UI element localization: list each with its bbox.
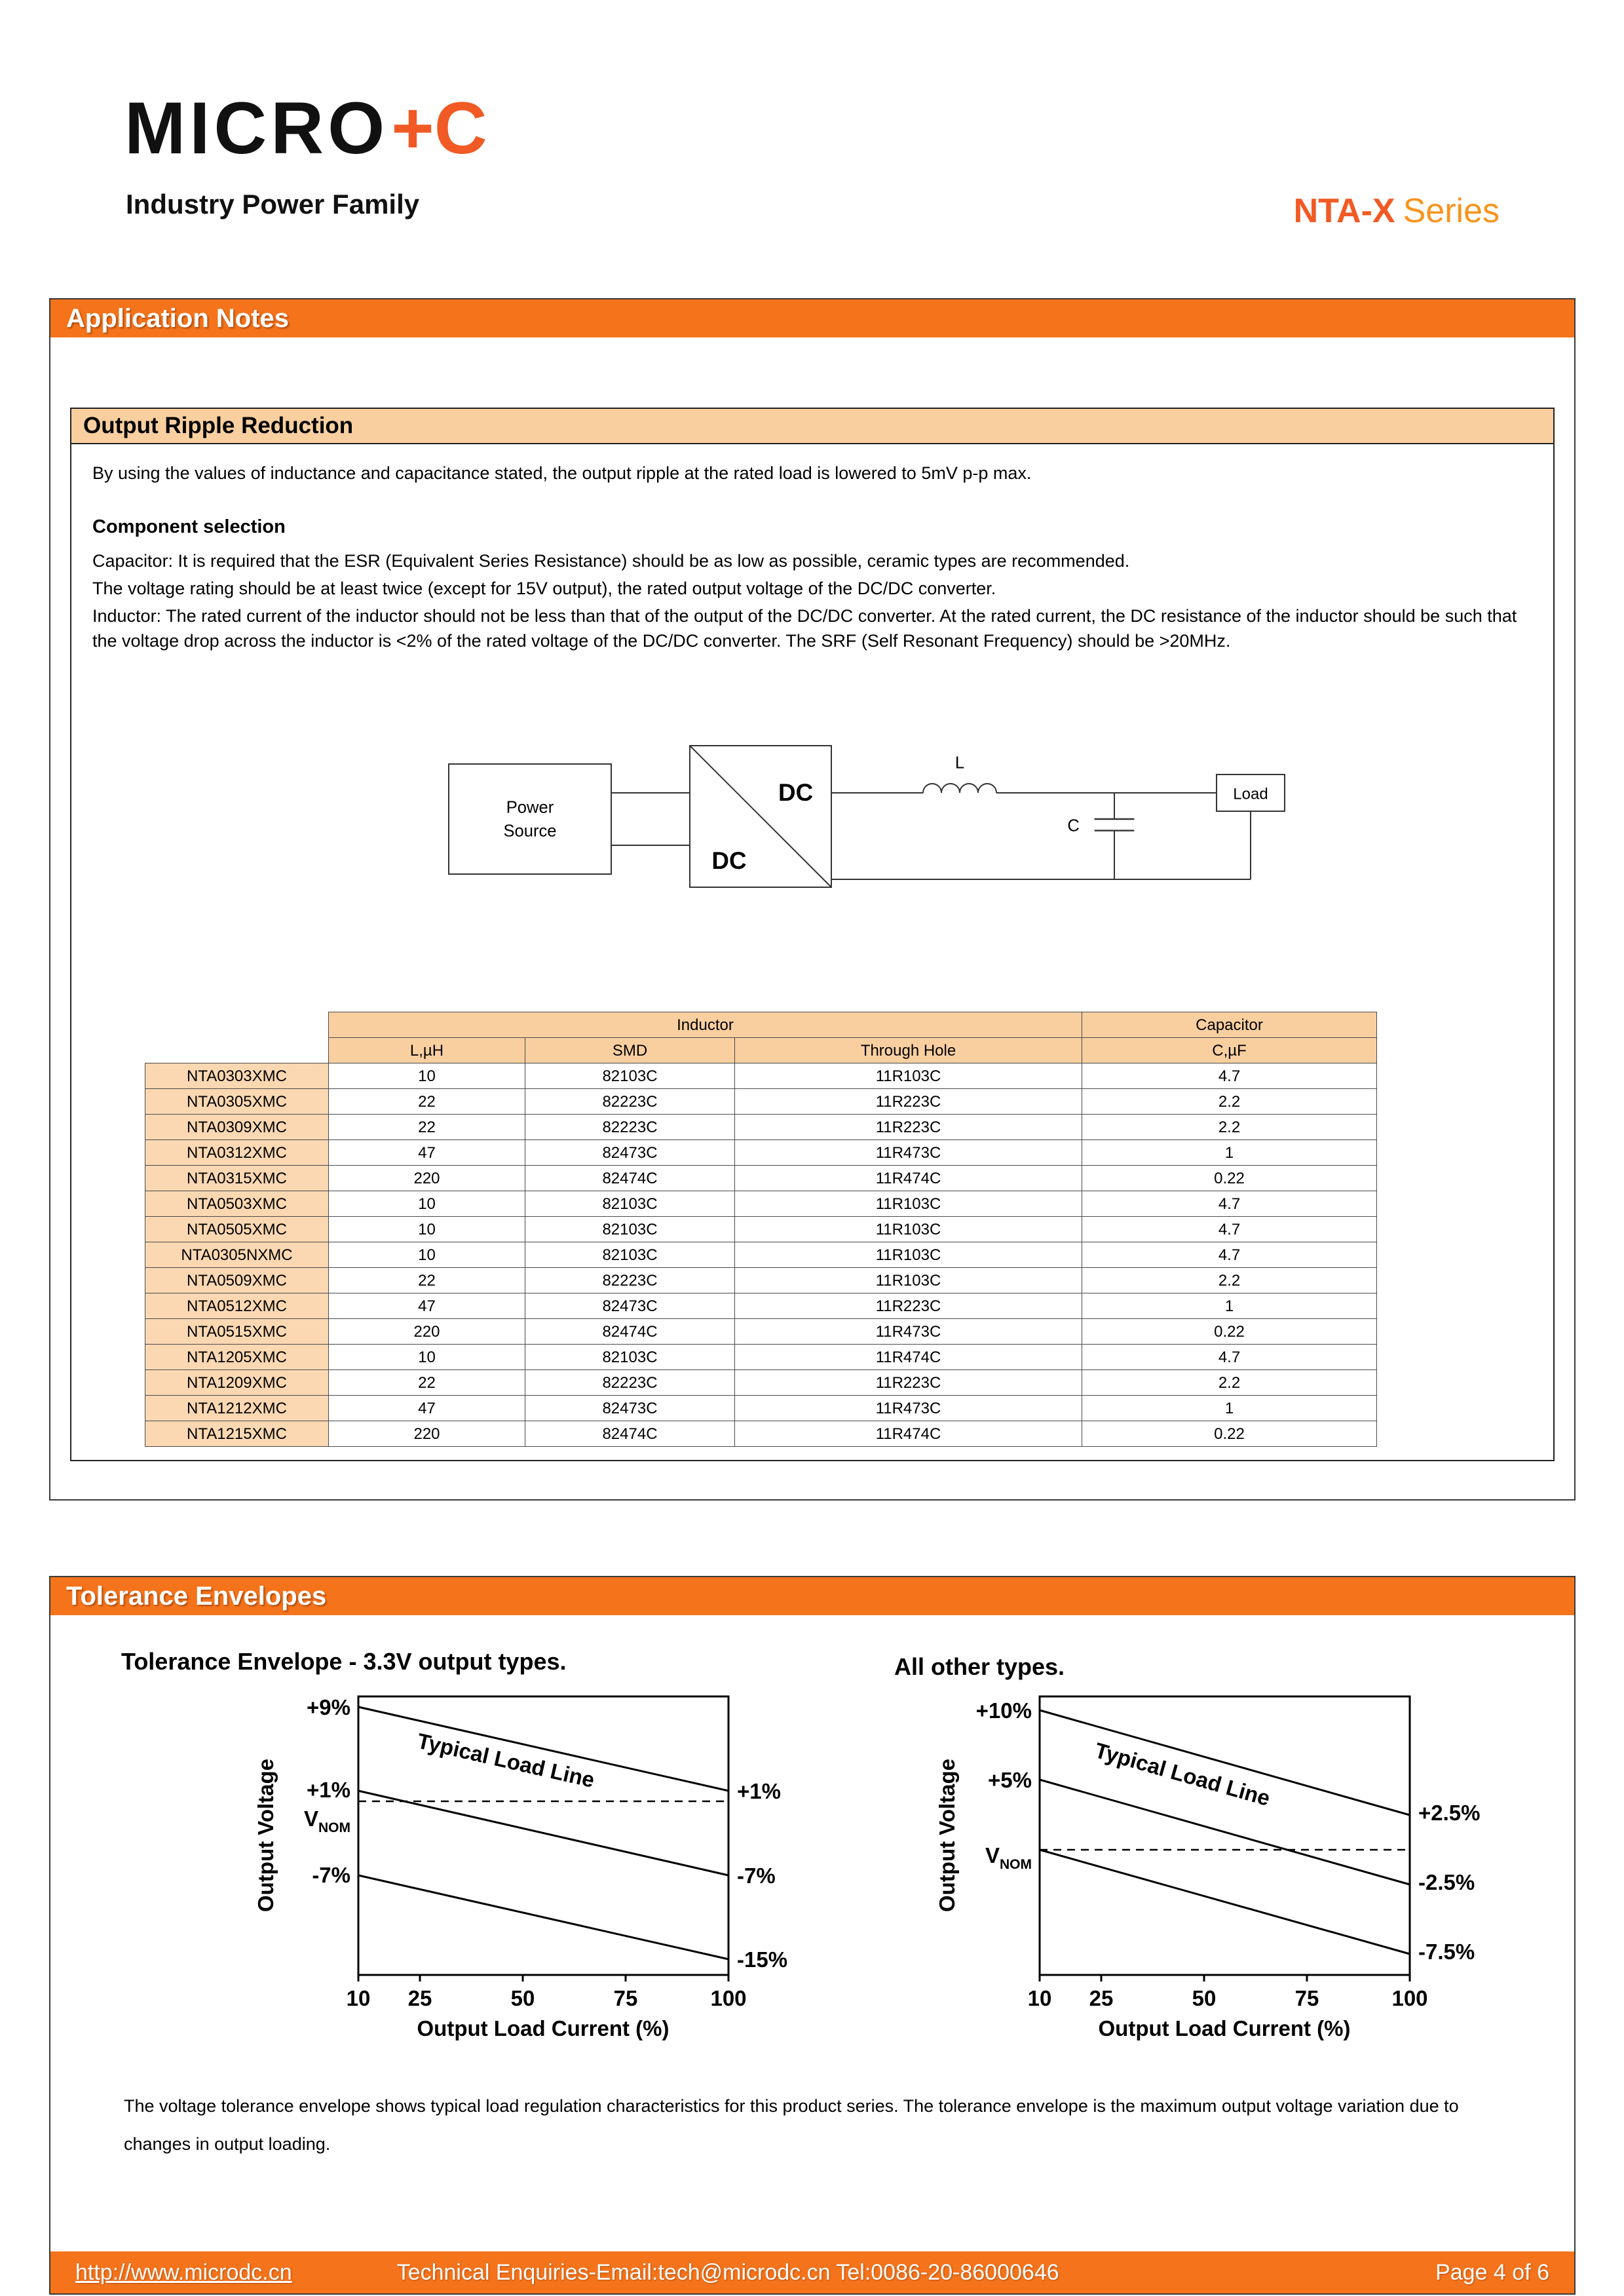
left-label-plus9: +9% bbox=[307, 1695, 350, 1719]
x-axis-title: Output Load Current (%) bbox=[1098, 2016, 1351, 2040]
model-cell: NTA0503XMC bbox=[145, 1191, 329, 1217]
power-source-label-line2: Source bbox=[503, 821, 557, 840]
table-row bbox=[145, 1421, 1377, 1447]
component-table-body bbox=[145, 1063, 1377, 1447]
table-row bbox=[145, 1319, 1377, 1345]
right-label-minus15: -15% bbox=[737, 1947, 788, 1972]
value-cell: 2.2 bbox=[1082, 1089, 1377, 1115]
output-ripple-box bbox=[70, 408, 1555, 1461]
x-tick-label-75: 75 bbox=[613, 1986, 638, 2010]
value-cell: 47 bbox=[329, 1396, 525, 1421]
value-cell: 11R473C bbox=[735, 1396, 1082, 1421]
value-cell: 11R223C bbox=[735, 1293, 1082, 1319]
series-title bbox=[1294, 191, 1500, 231]
model-cell: NTA0305XMC bbox=[145, 1089, 329, 1115]
chart2-title: All other types. bbox=[894, 1653, 1065, 1680]
right-label-minus7: -7% bbox=[737, 1864, 776, 1888]
model-cell: NTA1212XMC bbox=[145, 1396, 329, 1421]
circuit-svg bbox=[250, 706, 1298, 927]
typical-load-line bbox=[358, 1791, 728, 1875]
model-cell: NTA0515XMC bbox=[145, 1319, 329, 1345]
footer-page-number: Page 4 of 6 bbox=[1435, 2259, 1549, 2285]
model-cell: NTA1209XMC bbox=[145, 1370, 329, 1396]
value-cell: 10 bbox=[329, 1345, 525, 1370]
x-tick-label-50: 50 bbox=[1192, 1986, 1217, 2010]
value-cell: 10 bbox=[329, 1191, 525, 1217]
tolerance-envelopes-banner bbox=[50, 1577, 1574, 1615]
value-cell: 82223C bbox=[525, 1268, 735, 1293]
value-cell: 1 bbox=[1082, 1140, 1377, 1166]
application-notes-title: Application Notes bbox=[66, 303, 290, 333]
value-cell: 220 bbox=[329, 1421, 525, 1447]
model-cell: NTA1205XMC bbox=[145, 1345, 329, 1370]
table-row bbox=[145, 1293, 1377, 1319]
value-cell: 4.7 bbox=[1082, 1063, 1377, 1089]
capacitor-note: Capacitor: It is required that the ESR (Equivalent Series Resistance) should be as low as possible, ceramic types are recommended. bbox=[92, 551, 1130, 571]
table-row bbox=[145, 1166, 1377, 1191]
plot-frame bbox=[1040, 1696, 1410, 1975]
value-cell: 82474C bbox=[525, 1421, 735, 1447]
model-cell: NTA0312XMC bbox=[145, 1140, 329, 1166]
value-cell: 11R103C bbox=[735, 1063, 1082, 1089]
value-cell: 2.2 bbox=[1082, 1370, 1377, 1396]
footer-website-link[interactable]: http://www.microdc.cn bbox=[75, 2259, 292, 2285]
value-cell: 4.7 bbox=[1082, 1345, 1377, 1370]
dc-bottom-label: DC bbox=[711, 847, 747, 874]
value-cell: 11R474C bbox=[735, 1421, 1082, 1447]
capacitor-group-header: Capacitor bbox=[1082, 1012, 1377, 1038]
right-label-minus7p5: -7.5% bbox=[1418, 1940, 1475, 1964]
table-row bbox=[145, 1345, 1377, 1370]
value-cell: 4.7 bbox=[1082, 1242, 1377, 1268]
power-source-box bbox=[449, 764, 611, 874]
left-label-plus1: +1% bbox=[307, 1778, 350, 1802]
plus-icon: + bbox=[391, 87, 434, 169]
value-cell: 82223C bbox=[525, 1089, 735, 1115]
brand-tagline: Industry Power Family bbox=[126, 189, 420, 220]
value-cell: 11R223C bbox=[735, 1089, 1082, 1115]
load-label: Load bbox=[1233, 785, 1268, 803]
value-cell: 82103C bbox=[525, 1191, 735, 1217]
voltage-rating-note: The voltage rating should be at least twice (except for 15V output), the rated output voltage of the DC/DC converter. bbox=[92, 579, 996, 599]
x-tick-label-100: 100 bbox=[710, 1986, 747, 2010]
right-label-minus2p5: -2.5% bbox=[1418, 1870, 1475, 1894]
value-cell: 82473C bbox=[525, 1140, 735, 1166]
table-column-header-row bbox=[145, 1038, 1377, 1063]
table-row bbox=[145, 1063, 1377, 1089]
footer-bar bbox=[50, 2251, 1574, 2293]
value-cell: 22 bbox=[329, 1115, 525, 1140]
value-cell: 11R103C bbox=[735, 1268, 1082, 1293]
left-label-minus7: -7% bbox=[312, 1863, 350, 1887]
value-cell: 82473C bbox=[525, 1293, 735, 1319]
table-row bbox=[145, 1242, 1377, 1268]
model-cell: NTA0512XMC bbox=[145, 1293, 329, 1319]
plot-frame bbox=[358, 1696, 728, 1975]
col-header-smd: SMD bbox=[525, 1038, 735, 1063]
value-cell: 4.7 bbox=[1082, 1217, 1377, 1242]
footer-contact-text: Technical Enquiries-Email:tech@microdc.cn Tel:0086-20-86000646 bbox=[396, 2259, 1059, 2285]
dc-top-label: DC bbox=[778, 778, 814, 806]
table-row bbox=[145, 1089, 1377, 1115]
model-cell: NTA0509XMC bbox=[145, 1268, 329, 1293]
model-cell: NTA0309XMC bbox=[145, 1115, 329, 1140]
value-cell: 2.2 bbox=[1082, 1268, 1377, 1293]
x-tick-label-25: 25 bbox=[407, 1986, 432, 2010]
right-label-plus2p5: +2.5% bbox=[1418, 1801, 1481, 1825]
inductor-note: Inductor: The rated current of the inductor should not be less than that of the output of the DC/DC converter. At the rated current, the DC resistance of the inductor should be such that the voltage drop across the inductor is <2% of the rated voltage of the DC/DC converter. The SRF (Self Resonant Frequency) should be >20MHz. bbox=[92, 605, 1517, 651]
table-row bbox=[145, 1140, 1377, 1166]
value-cell: 11R103C bbox=[735, 1191, 1082, 1217]
value-cell: 0.22 bbox=[1082, 1166, 1377, 1191]
logo-c-text: C bbox=[434, 87, 487, 169]
typical-load-line-label: Typical Load Line bbox=[415, 1728, 597, 1793]
value-cell: 82103C bbox=[525, 1217, 735, 1242]
value-cell: 11R473C bbox=[735, 1140, 1082, 1166]
application-notes-section bbox=[49, 298, 1576, 1501]
value-cell: 11R474C bbox=[735, 1166, 1082, 1191]
value-cell: 82223C bbox=[525, 1370, 735, 1396]
value-cell: 22 bbox=[329, 1370, 525, 1396]
tolerance-envelopes-title: Tolerance Envelopes bbox=[66, 1581, 327, 1611]
output-ripple-header: Output Ripple Reduction bbox=[71, 409, 1553, 444]
value-cell: 0.22 bbox=[1082, 1421, 1377, 1447]
series-suffix: Series bbox=[1403, 192, 1500, 230]
blank-corner-cell bbox=[145, 1038, 329, 1063]
tolerance-note-line1: The voltage tolerance envelope shows typical load regulation characteristics for this product series. The tolerance envelope is the maximum output voltage variation due to bbox=[124, 2096, 1459, 2116]
col-header-l: L,µH bbox=[329, 1038, 525, 1063]
tolerance-chart-3v3 bbox=[247, 1690, 810, 2057]
value-cell: 220 bbox=[329, 1319, 525, 1345]
value-cell: 82223C bbox=[525, 1115, 735, 1140]
inductor-label: L bbox=[954, 753, 965, 772]
value-cell: 10 bbox=[329, 1242, 525, 1268]
inductor-group-header: Inductor bbox=[329, 1012, 1082, 1038]
value-cell: 82103C bbox=[525, 1242, 735, 1268]
value-cell: 0.22 bbox=[1082, 1319, 1377, 1345]
y-axis-title: Output Voltage bbox=[254, 1758, 278, 1913]
model-cell: NTA0315XMC bbox=[145, 1166, 329, 1191]
value-cell: 22 bbox=[329, 1268, 525, 1293]
x-tick-label-25: 25 bbox=[1089, 1986, 1114, 2010]
value-cell: 82103C bbox=[525, 1063, 735, 1089]
value-cell: 10 bbox=[329, 1063, 525, 1089]
table-row bbox=[145, 1396, 1377, 1421]
table-row bbox=[145, 1217, 1377, 1242]
value-cell: 1 bbox=[1082, 1293, 1377, 1319]
table-row bbox=[145, 1191, 1377, 1217]
left-label-plus5: +5% bbox=[988, 1768, 1032, 1792]
table-group-header-row bbox=[145, 1012, 1377, 1038]
power-source-label-line1: Power bbox=[506, 797, 554, 816]
inductor-coil bbox=[923, 784, 996, 793]
ripple-filter-diagram bbox=[250, 706, 1532, 934]
x-axis-title: Output Load Current (%) bbox=[417, 2016, 670, 2040]
tolerance-note-line2: changes in output loading. bbox=[124, 2134, 331, 2154]
component-selection-heading: Component selection bbox=[92, 516, 286, 537]
logo-micro-text: MICRO bbox=[124, 87, 389, 169]
table-row bbox=[145, 1115, 1377, 1140]
chart1-title: Tolerance Envelope - 3.3V output types. bbox=[121, 1648, 567, 1675]
col-header-c: C,µF bbox=[1082, 1038, 1377, 1063]
table-row bbox=[145, 1370, 1377, 1396]
application-notes-banner bbox=[50, 299, 1574, 337]
value-cell: 11R473C bbox=[735, 1319, 1082, 1345]
value-cell: 82474C bbox=[525, 1166, 735, 1191]
value-cell: 4.7 bbox=[1082, 1191, 1377, 1217]
blank-corner-cell bbox=[145, 1012, 329, 1038]
upper-envelope-line bbox=[1040, 1710, 1410, 1815]
value-cell: 47 bbox=[329, 1293, 525, 1319]
vnom-label: $V_{NOM}$ bbox=[303, 1807, 350, 1835]
vnom-label: $V_{NOM}$ bbox=[985, 1843, 1032, 1872]
series-name: NTA-X bbox=[1293, 192, 1395, 230]
model-cell: NTA1215XMC bbox=[145, 1421, 329, 1447]
table-row bbox=[145, 1268, 1377, 1293]
value-cell: 2.2 bbox=[1082, 1115, 1377, 1140]
value-cell: 11R223C bbox=[735, 1370, 1082, 1396]
value-cell: 82474C bbox=[525, 1319, 735, 1345]
tolerance-envelopes-section bbox=[49, 1576, 1576, 2295]
y-axis-title: Output Voltage bbox=[935, 1758, 959, 1913]
model-cell: NTA0303XMC bbox=[145, 1063, 329, 1089]
value-cell: 1 bbox=[1082, 1396, 1377, 1421]
ripple-intro-text: By using the values of inductance and capacitance stated, the output ripple at the rated load is lowered to 5mV p-p max. bbox=[92, 463, 1032, 483]
component-table bbox=[145, 1012, 1377, 1447]
value-cell: 22 bbox=[329, 1089, 525, 1115]
brand-logo bbox=[124, 87, 487, 169]
x-tick-label-50: 50 bbox=[510, 1986, 535, 2010]
lower-envelope-line bbox=[1040, 1850, 1410, 1954]
value-cell: 11R223C bbox=[735, 1115, 1082, 1140]
right-label-plus1: +1% bbox=[737, 1779, 781, 1803]
model-cell: NTA0505XMC bbox=[145, 1217, 329, 1242]
x-tick-label-75: 75 bbox=[1294, 1986, 1319, 2010]
x-tick-label-10: 10 bbox=[1027, 1986, 1052, 2010]
col-header-through-hole: Through Hole bbox=[735, 1038, 1082, 1063]
output-ripple-content bbox=[71, 444, 1553, 1464]
typical-load-line-label: Typical Load Line bbox=[1092, 1738, 1273, 1810]
capacitor-label: C bbox=[1067, 816, 1080, 835]
value-cell: 11R103C bbox=[735, 1242, 1082, 1268]
model-cell: NTA0305NXMC bbox=[145, 1242, 329, 1268]
tolerance-chart-other bbox=[928, 1690, 1492, 2057]
value-cell: 10 bbox=[329, 1217, 525, 1242]
value-cell: 82473C bbox=[525, 1396, 735, 1421]
value-cell: 11R474C bbox=[735, 1345, 1082, 1370]
value-cell: 47 bbox=[329, 1140, 525, 1166]
value-cell: 220 bbox=[329, 1166, 525, 1191]
value-cell: 82103C bbox=[525, 1345, 735, 1370]
lower-envelope-line bbox=[358, 1875, 728, 1959]
left-label-plus10: +10% bbox=[975, 1698, 1032, 1723]
value-cell: 11R103C bbox=[735, 1217, 1082, 1242]
x-tick-label-100: 100 bbox=[1391, 1986, 1428, 2010]
x-tick-label-10: 10 bbox=[346, 1986, 371, 2010]
